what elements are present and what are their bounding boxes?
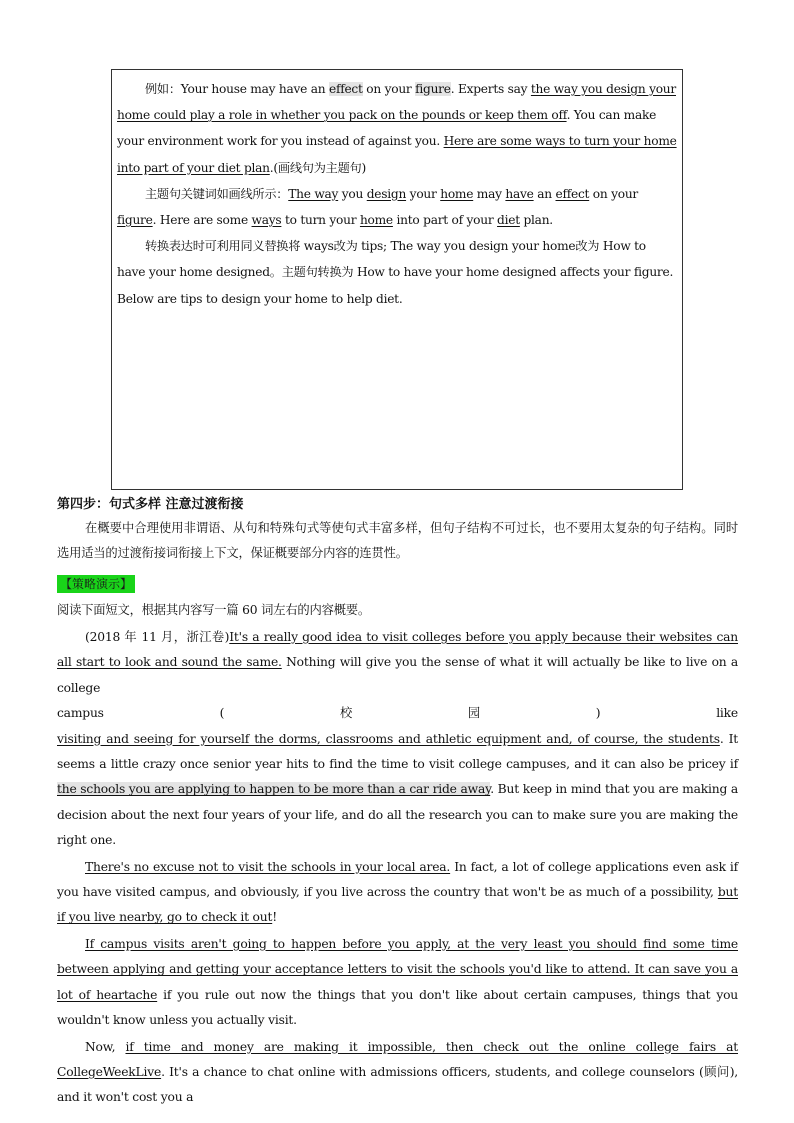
passage-paragraph-1a	[57, 625, 738, 701]
underlined-sentence: the schools you are applying to happen to be more than a car ride away	[57, 782, 491, 797]
keywords-text: to turn your	[281, 213, 360, 228]
keywords-intro: 主题句关键词如画线所示：	[145, 186, 289, 201]
passage-text: In fact, a lot of college applications even ask if you have visited campus, and obviously, if you live across the country that won't be as much of a possibility,	[57, 859, 738, 900]
keywords-text: into part of your	[392, 213, 498, 228]
instruction-text: 阅读下面短文，根据其内容写一篇 60 词左右的内容概要。	[57, 603, 370, 617]
word-campus: campus	[57, 706, 104, 721]
passage-text: if you rule out now the things that you don't like about certain campuses, things that you wouldn't know unless you actually visit.	[57, 987, 738, 1028]
keyword: design	[366, 186, 407, 201]
gloss-char: 校	[339, 706, 353, 721]
keywords-text: . Here are some	[152, 213, 252, 228]
source-label: (2018 年 11 月，浙江卷)	[85, 630, 230, 644]
keywords-text: on your	[589, 186, 639, 201]
passage-text: . But keep in mind that you are making a decision about the next four years of your life, and do all the research you can to make sure you are making the right one.	[57, 782, 738, 848]
underlined-sentence: If campus visits aren't going to happen before you apply, at the very least you should find some time between applying and getting your acceptance letters to visit the schools you'd like to attend. It can save you a lot of heartache	[57, 936, 738, 1002]
keyword: ways	[251, 213, 282, 228]
passage-text: . It's a chance to chat online with admissions officers, students, and college counselors (顾问), and it won't cost you a	[57, 1064, 738, 1105]
passage	[57, 625, 738, 1111]
intro-block	[57, 516, 738, 567]
keyword-figure: figure	[415, 82, 451, 96]
keywords-text: your	[406, 186, 441, 201]
keyword: home	[359, 213, 393, 228]
gloss-char: 园	[467, 706, 480, 721]
passage-paragraph-4	[57, 1035, 738, 1111]
example-text: . You can make your environment work for you instead of against you.	[117, 108, 657, 149]
underlined-sentence: but if you live nearby, go to check it out	[57, 885, 738, 925]
underlined-sentence: the way you design your home could play a role in whether you pack on the pounds or keep them off	[117, 82, 676, 123]
keywords-text: you	[338, 186, 367, 201]
strategy-demo-tag: 【策略演示】	[57, 575, 135, 593]
passage-paragraph-2	[57, 855, 738, 931]
keyword: diet	[497, 213, 520, 228]
conversion-paragraph: 转换表达时可利用同义替换将 ways改为 tips; The way you design your home改为 How to have your home designed。主题句转换为 How to have your home designed affects your figure. Below are tips to design your home to help diet.	[117, 239, 674, 306]
example-paragraph	[117, 76, 677, 181]
keywords-text: plan.	[519, 213, 553, 228]
passage-paragraph-3	[57, 932, 738, 1034]
strategy-tag-row	[57, 573, 738, 593]
passage-text: Now,	[85, 1039, 126, 1054]
keyword: home	[440, 186, 474, 201]
example-text: . Experts say	[450, 82, 531, 96]
paren-open: (	[219, 706, 225, 721]
underlined-sentence: It's a really good idea to visit colleges before you apply because their websites can all start to look and sound the same.	[57, 630, 738, 670]
paren-close: )	[595, 706, 601, 721]
keywords-text: an	[533, 186, 556, 201]
keyword: The way	[288, 186, 339, 201]
example-box	[111, 69, 683, 490]
keyword: effect	[555, 186, 590, 201]
underlined-sentence: visiting and seeing for yourself the dorms, classrooms and athletic equipment and, of course, the students	[57, 731, 720, 746]
keywords-paragraph	[117, 181, 677, 233]
passage-text: . It seems a little crazy once senior year hits to find the time to visit college campuses, and it can also be pricey if	[57, 731, 738, 772]
passage-text: Nothing will give you the sense of what it will actually be like to live on a college	[57, 655, 738, 695]
example-text: on your	[362, 82, 416, 96]
keyword: figure	[117, 213, 153, 228]
underlined-sentence: There's no excuse not to visit the schools in your local area.	[85, 859, 451, 874]
instruction-block	[57, 598, 738, 623]
campus-gloss-line	[57, 701, 738, 726]
intro-paragraph: 在概要中合理使用非谓语、从句和特殊句式等使句式丰富多样，但句子结构不可过长，也不要用太复杂的句子结构。同时选用适当的过渡衔接词衔接上下文，保证概要部分内容的连贯性。	[57, 521, 738, 561]
section-heading: 第四步：句式多样 注意过渡衔接	[57, 497, 244, 512]
passage-paragraph-1b	[57, 727, 738, 854]
keywords-text: may	[473, 186, 506, 201]
passage-text: !	[272, 910, 277, 925]
example-note: .(画线句为主题句)	[269, 160, 366, 175]
topic-sentence: Here are some ways to turn your home into part of your diet plan	[117, 134, 677, 175]
word-like: like	[716, 706, 738, 721]
keyword-effect: effect	[328, 82, 363, 96]
underlined-sentence: if time and money are making it impossible, then check out the online college fairs at CollegeWeekLive	[57, 1039, 738, 1079]
keyword: have	[505, 186, 534, 201]
example-text: 例如：Your house may have an	[145, 82, 329, 96]
